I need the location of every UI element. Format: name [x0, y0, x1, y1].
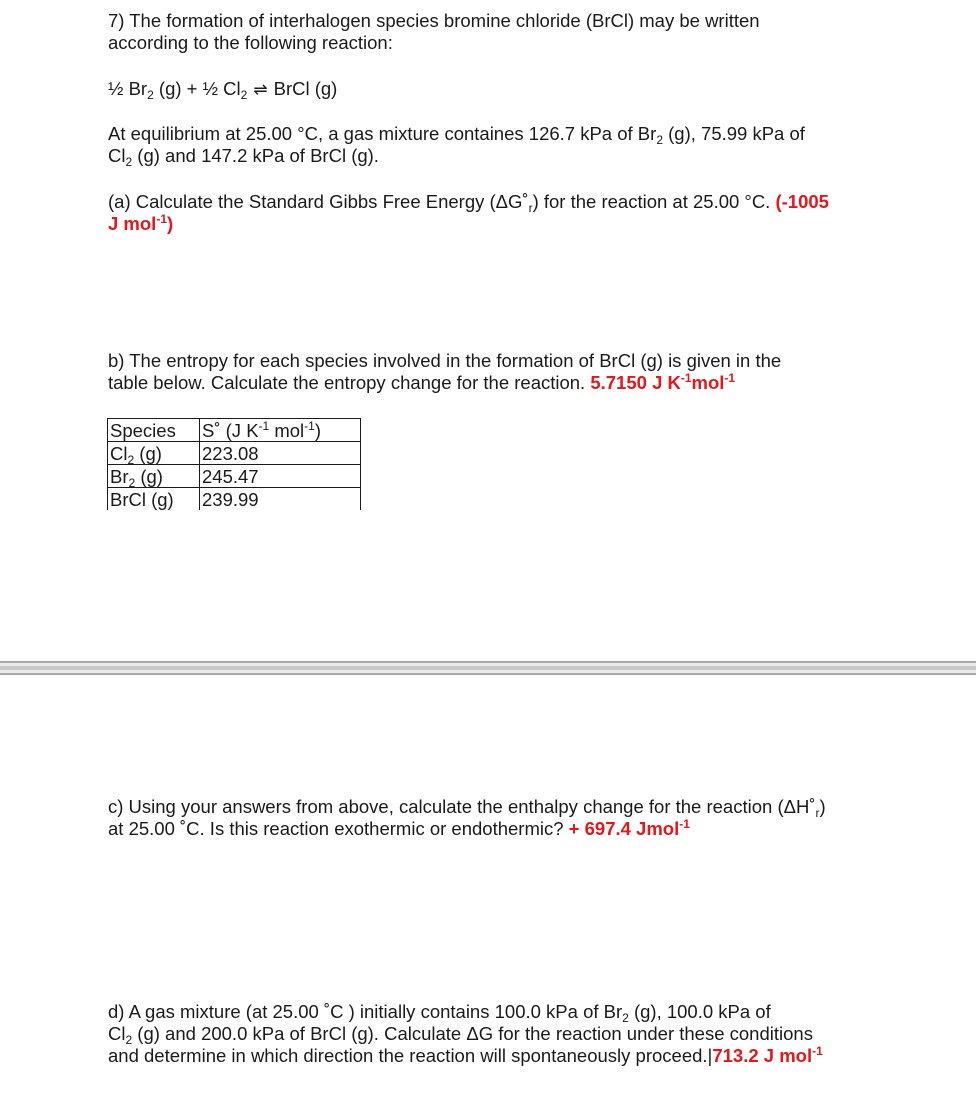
part-d-question: d) A gas mixture (at 25.00 ˚C ) initially contains 100.0 kPa of $Br_2$ (g), 100.0 kPa of $Cl_2$ (g) and 200.0 kPa of BrCl (g). Calculate ΔG for the reaction under these conditions and determine in which direction the reaction will spontaneously proceed.|713.2 J mol$^{-1}$ [108, 1001, 823, 1066]
intro-line-1: 7) The formation of interhalogen species bromine chloride (BrCl) may be written [108, 10, 760, 31]
part-b-question: b) The entropy for each species involved in the formation of BrCl (g) is given in the table below. Calculate the entropy change for the reaction. 5.7150 J $K^{-1}mol^{-1}$ [108, 350, 878, 394]
reaction-equation: ½ $Br_2$ (g) + ½ $Cl_2$ ⇌ BrCl (g) [108, 78, 338, 102]
table-header-row [108, 419, 361, 442]
page-break-divider [0, 661, 976, 675]
part-b-answer: 5.7150 J K [590, 372, 681, 393]
question-7-intro [108, 10, 878, 54]
equilibrium-statement: At equilibrium at 25.00 °C, a gas mixture containes 126.7 kPa of $Br_2$ (g), 75.99 kPa of $Cl_2$ (g) and 147.2 kPa of BrCl (g). [108, 123, 805, 169]
part-a-answer: (-1005 [775, 191, 829, 212]
entropy-value-cell: 223.08 [200, 442, 361, 465]
species-cell: $Cl_2$ (g) [108, 442, 200, 465]
part-a-question: (a) Calculate the Standard Gibbs Free Energy $(\Delta G˚_r)$ for the reaction at 25.00 °C. (-1005 J mol$^{-1}$) [108, 191, 829, 234]
equilibrium-arrow-icon: ⇌ [253, 80, 268, 99]
table-row [108, 442, 361, 465]
species-cell: $Br_2$ (g) [108, 465, 200, 488]
part-b-line-1: b) The entropy for each species involved in the formation of BrCl (g) is given in the [108, 350, 782, 371]
header-entropy: S˚ (J $K^{-1}$ mol$^{-1}$) [200, 419, 361, 442]
table-row [108, 488, 361, 511]
entropy-value-cell: 245.47 [200, 465, 361, 488]
text-cursor: | [707, 1045, 713, 1066]
entropy-value-cell: 239.99 [200, 488, 361, 511]
table-row [108, 465, 361, 488]
part-c-answer: + 697.4 Jmol [568, 818, 680, 839]
header-species: Species [108, 419, 200, 442]
part-c-question: c) Using your answers from above, calculate the enthalpy change for the reaction $(\Delta H˚_r)$ at 25.00 ˚C. Is this reaction exothermic or endothermic? + 697.4 Jmol$^{-1}$ [108, 796, 826, 839]
part-d-answer: 713.2 J mol [712, 1045, 813, 1066]
intro-line-2: according to the following reaction: [108, 32, 393, 53]
entropy-table [107, 418, 361, 510]
species-cell: BrCl (g) [108, 488, 200, 511]
